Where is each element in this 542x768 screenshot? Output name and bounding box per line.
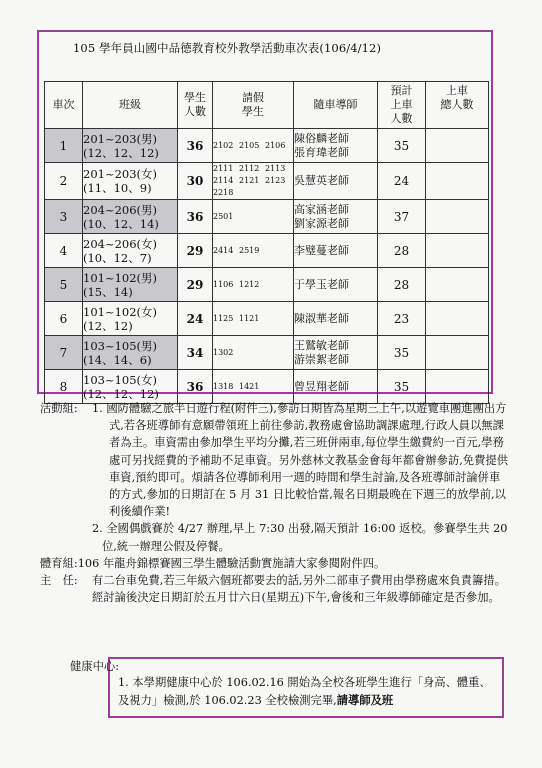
- cell-class: 103~105(女) (12、12、12): [83, 370, 178, 404]
- cell-expected: 35: [378, 129, 426, 163]
- cell-class: 101~102(男) (15、14): [83, 268, 178, 302]
- header-leave: 請假 學生: [213, 82, 294, 129]
- cell-expected: 28: [378, 234, 426, 268]
- cell-leave: 2102 2105 2106: [213, 129, 294, 163]
- cell-teacher: 王鷲敏老師 游崇絮老師: [294, 336, 378, 370]
- activity-label: 活動組:: [40, 402, 78, 415]
- director-text: 有二台車免費,若三年級六個班都要去的話,另外二部車子費用由學務處來負責籌措。經討論後決定日期訂於五月廿六日(星期五)下午,會後和三年級導師確定是否參加。: [92, 574, 506, 605]
- cell-teacher: 陳俗麟老師 張育瑋老師: [294, 129, 378, 163]
- table-row: [45, 336, 489, 370]
- cell-teacher: 高家涵老師 劉家源老師: [294, 200, 378, 234]
- table-row: [45, 234, 489, 268]
- cell-teacher: 陳淑華老師: [294, 302, 378, 336]
- cell-expected: 28: [378, 268, 426, 302]
- activity-section: [40, 400, 510, 555]
- cell-class: 204~206(女) (10、12、7): [83, 234, 178, 268]
- cell-class: 204~206(男) (10、12、14): [83, 200, 178, 234]
- notes-section: [40, 400, 510, 606]
- header-expected: 預計 上車 人數: [378, 82, 426, 129]
- cell-car: 3: [45, 200, 83, 234]
- table-row: [45, 129, 489, 163]
- bus-schedule-table: [44, 81, 489, 404]
- director-section: [40, 572, 510, 606]
- cell-expected: 35: [378, 336, 426, 370]
- pe-text: 106 年龍舟錦標賽國三學生體驗活動實施請大家參閱附件四。: [77, 556, 386, 570]
- health-text-bold: 請導師及班: [336, 692, 394, 707]
- table-row: [45, 370, 489, 404]
- table-row: [45, 200, 489, 234]
- cell-leave: 2501: [213, 200, 294, 234]
- cell-class: 201~203(男) (12、12、12): [83, 129, 178, 163]
- cell-leave: 1125 1121: [213, 302, 294, 336]
- cell-actual: [426, 302, 489, 336]
- cell-count: 29: [178, 234, 213, 268]
- health-text-main: 1. 本學期健康中心於 106.02.16 開始為全校各班學生進行「身高、體重、及視力」檢測,於 106.02.23 全校檢測完畢,: [118, 676, 491, 707]
- activity-item-2: 2. 全國偶戲賽於 4/27 辦理,早上 7:30 出發,隔天預計 16:00 返校。參賽學生共 20 位,統一辦理公假及停餐。: [92, 522, 508, 553]
- pe-section: [40, 555, 510, 572]
- cell-count: 36: [178, 370, 213, 404]
- cell-leave: 1318 1421: [213, 370, 294, 404]
- health-label: 健康中心:: [70, 660, 119, 673]
- cell-expected: 24: [378, 163, 426, 200]
- cell-actual: [426, 268, 489, 302]
- table-row: [45, 268, 489, 302]
- header-class: 班級: [83, 82, 178, 129]
- cell-car: 8: [45, 370, 83, 404]
- cell-count: 29: [178, 268, 213, 302]
- cell-class: 101~102(女) (12、12): [83, 302, 178, 336]
- header-car: 車次: [45, 82, 83, 129]
- cell-class: 201~203(女) (11、10、9): [83, 163, 178, 200]
- header-teacher: 隨車導師: [294, 82, 378, 129]
- cell-count: 30: [178, 163, 213, 200]
- cell-count: 36: [178, 129, 213, 163]
- cell-car: 6: [45, 302, 83, 336]
- cell-actual: [426, 129, 489, 163]
- cell-actual: [426, 370, 489, 404]
- cell-leave: 1302: [213, 336, 294, 370]
- cell-car: 2: [45, 163, 83, 200]
- activity-item-1: 1. 國防體驗之旅半日遊行程(附件三),參訪日期皆為星期三上午,以遊覽車團進團出方式,若各班導師有意願帶領班上前往參訪,教務處會協助調課處理,行政人員以無課者為主。車資需由參加學生平均分攤,若三班併兩車,每位學生繳費約一百元,學務處可另找經費的予補助不足車資。另外慈林文教基金會每年都會辦參訪,免費提供車資,預約即可。煩請各位導師利用一週的時間和學生討論,及各班導師討論併車的方式,參加的日期訂在 5 月 31 日比較恰當,報名日期最晚在下週三的放學前,以利後續作業!: [92, 402, 508, 519]
- cell-car: 7: [45, 336, 83, 370]
- cell-leave: 2414 2519: [213, 234, 294, 268]
- cell-class: 103~105(男) (14、14、6): [83, 336, 178, 370]
- cell-car: 4: [45, 234, 83, 268]
- cell-teacher: 曾昱翔老師: [294, 370, 378, 404]
- cell-car: 5: [45, 268, 83, 302]
- cell-teacher: 于學玉老師: [294, 268, 378, 302]
- pe-label: 體育組:: [40, 556, 78, 570]
- cell-count: 34: [178, 336, 213, 370]
- cell-expected: 23: [378, 302, 426, 336]
- header-actual: 上車 總人數: [426, 82, 489, 129]
- table-row: [45, 163, 489, 200]
- table-header-row: [45, 82, 489, 129]
- cell-actual: [426, 234, 489, 268]
- cell-teacher: 吳慧英老師: [294, 163, 378, 200]
- cell-teacher: 李璧蔓老師: [294, 234, 378, 268]
- cell-leave: 2111 2112 2113 2114 2121 2123 2218: [213, 163, 294, 200]
- header-students: 學生 人數: [178, 82, 213, 129]
- cell-expected: 37: [378, 200, 426, 234]
- cell-car: 1: [45, 129, 83, 163]
- document-title: 105 學年員山國中品德教育校外教學活動車次表(106/4/12): [73, 41, 382, 55]
- cell-actual: [426, 336, 489, 370]
- table-row: [45, 302, 489, 336]
- cell-actual: [426, 200, 489, 234]
- director-label: 主 任:: [40, 574, 78, 588]
- cell-actual: [426, 163, 489, 200]
- cell-leave: 1106 1212: [213, 268, 294, 302]
- cell-count: 36: [178, 200, 213, 234]
- health-text: [118, 674, 498, 709]
- cell-expected: 35: [378, 370, 426, 404]
- cell-count: 24: [178, 302, 213, 336]
